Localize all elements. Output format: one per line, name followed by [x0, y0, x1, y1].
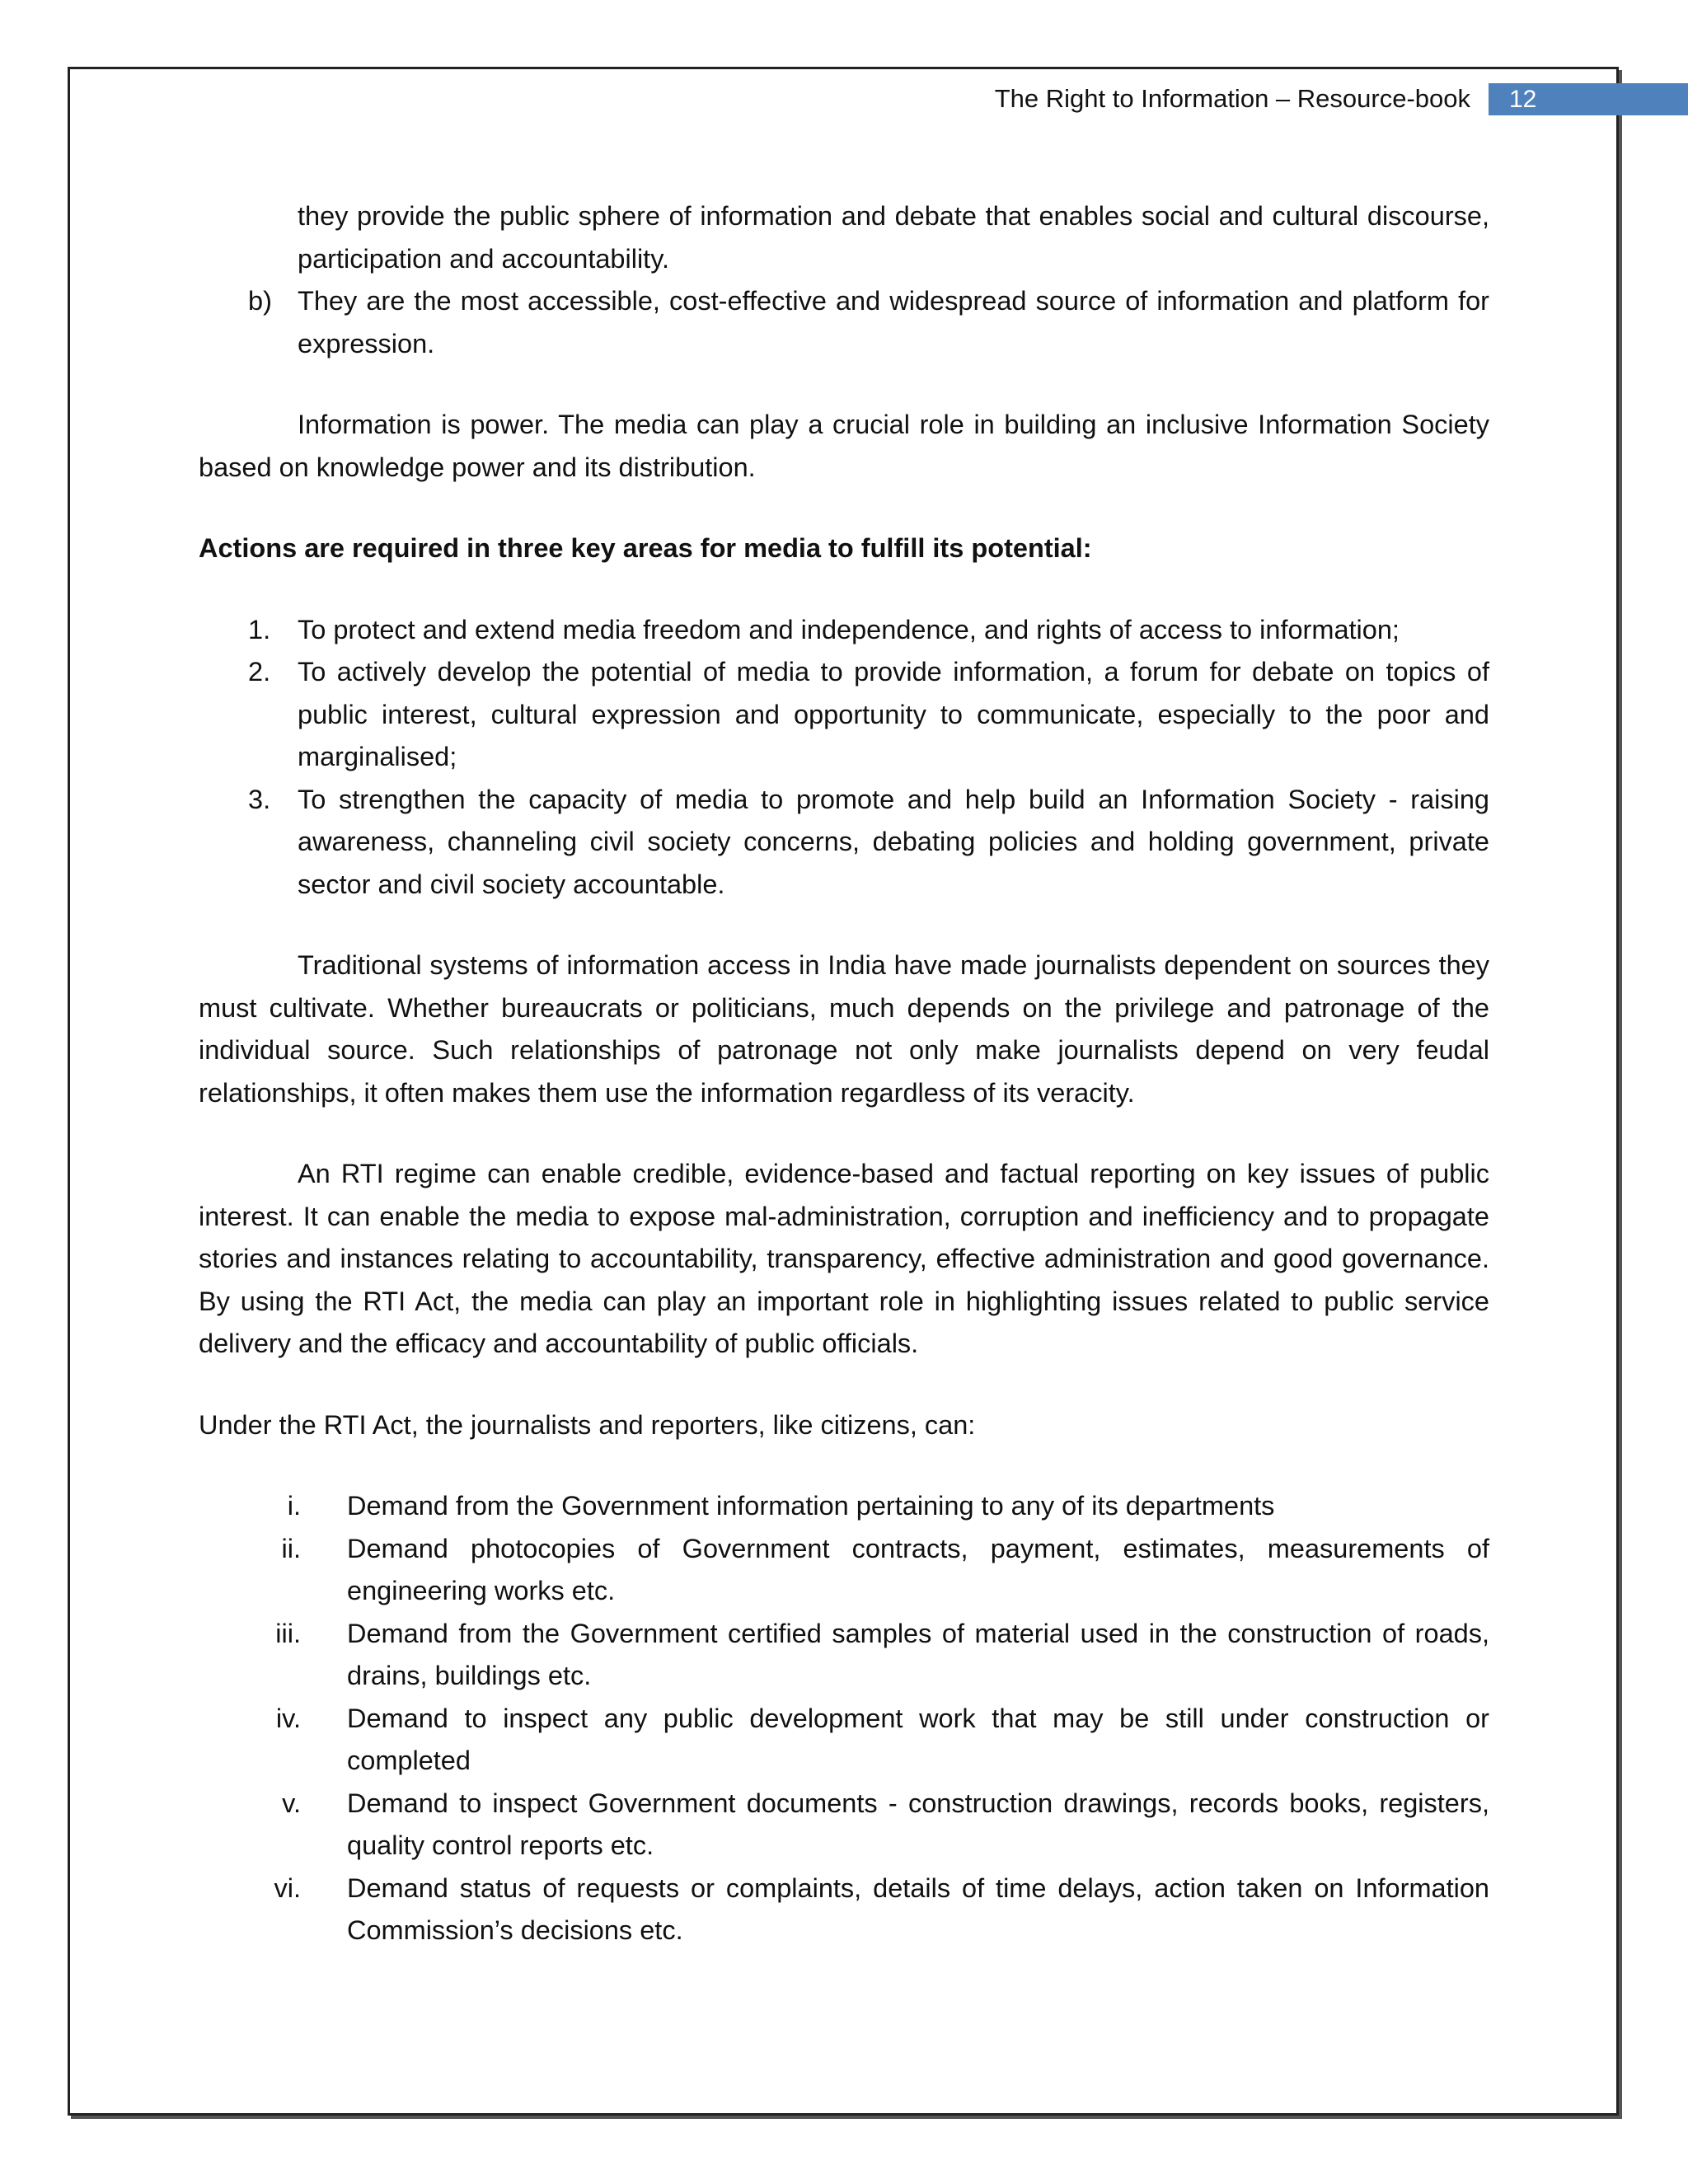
- list-item: [199, 1528, 1489, 1613]
- paragraph-information-power: Information is power. The media can play a crucial role in building an inclusive Information Society based on knowledge power and its distribution.: [199, 410, 1489, 482]
- list-item-text: They are the most accessible, cost-effective and widespread source of information and platform for expression.: [298, 286, 1489, 359]
- list-item: [199, 1868, 1489, 1952]
- continued-list-item-a: they provide the public sphere of information and debate that enables social and cultural discourse, participation and accountability.: [298, 201, 1489, 274]
- list-item: [199, 1783, 1489, 1868]
- list-item-text: To protect and extend media freedom and independence, and rights of access to information;: [298, 614, 1400, 644]
- actions-list: [199, 609, 1489, 907]
- list-item: [199, 1485, 1489, 1528]
- list-item: [199, 1613, 1489, 1698]
- list-item-text: Demand from the Government information pertaining to any of its departments: [347, 1491, 1275, 1521]
- list-item-text: Demand to inspect Government documents - construction drawings, records books, registers, quality control reports etc.: [347, 1788, 1489, 1860]
- paragraph-under-rti-intro: Under the RTI Act, the journalists and reporters, like citizens, can:: [199, 1409, 976, 1440]
- rights-list: [199, 1485, 1489, 1952]
- list-marker: i.: [287, 1491, 301, 1521]
- list-marker: iv.: [275, 1703, 301, 1733]
- paragraph-traditional-systems: Traditional systems of information access in India have made journalists dependent on sources they must cultivate. Whether bureaucrats or politicians, much depends on the privilege and patronage of the individual source. Such relationships of patronage not only make journalists depend on very feudal relationships, it often makes them use the information regardless of its veracity.: [199, 950, 1489, 1108]
- list-item: [199, 1698, 1489, 1783]
- paragraph-rti-regime: An RTI regime can enable credible, evidence-based and factual reporting on key issues of public interest. It can enable the media to expose mal-administration, corruption and inefficiency and to propagate stories and instances relating to accountability, transparency, effective administration and good governance. By using the RTI Act, the media can play an important role in highlighting issues related to public service delivery and the efficacy and accountability of public officials.: [199, 1159, 1489, 1358]
- list-marker: 2.: [248, 657, 271, 687]
- page-number: 12: [1509, 86, 1537, 113]
- list-item-text: Demand from the Government certified samples of material used in the construction of roads, drains, buildings etc.: [347, 1618, 1489, 1690]
- list-item-text: Demand status of requests or complaints, details of time delays, action taken on Information Commission’s decisions etc.: [347, 1872, 1489, 1945]
- list-marker: 3.: [248, 784, 271, 814]
- list-item-text: Demand to inspect any public development work that may be still under construction or completed: [347, 1703, 1489, 1775]
- actions-heading: Actions are required in three key areas for media to fulfill its potential:: [199, 533, 1092, 563]
- list-marker: iii.: [275, 1618, 301, 1648]
- list-item: [199, 609, 1489, 652]
- list-item-b: [199, 280, 1489, 365]
- list-item-text: Demand photocopies of Government contracts, payment, estimates, measurements of engineering works etc.: [347, 1533, 1489, 1605]
- list-marker: 1.: [248, 614, 271, 644]
- running-header-title: The Right to Information – Resource-book: [994, 84, 1470, 113]
- page-number-tab: [1489, 83, 1688, 115]
- list-marker: v.: [282, 1788, 301, 1818]
- list-item-text: To strengthen the capacity of media to promote and help build an Information Society - raising awareness, channeling civil society concerns, debating policies and holding government, private sector and civil society accountable.: [298, 784, 1489, 899]
- list-item: [199, 651, 1489, 779]
- page-content: [199, 195, 1489, 1952]
- list-marker: ii.: [281, 1533, 301, 1563]
- list-item-text: To actively develop the potential of media to provide information, a forum for debate on topics of public interest, cultural expression and opportunity to communicate, especially to the poor and marginalised;: [298, 657, 1489, 771]
- list-marker: b): [248, 286, 272, 316]
- list-marker: vi.: [274, 1872, 301, 1903]
- list-item: [199, 779, 1489, 907]
